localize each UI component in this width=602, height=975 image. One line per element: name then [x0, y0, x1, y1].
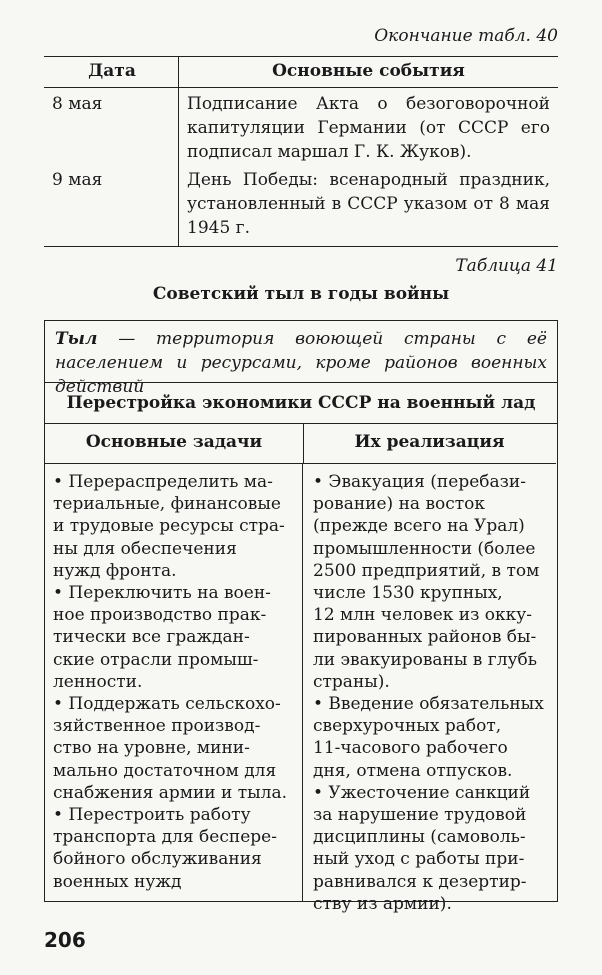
column-header-implementation: Их реализация: [303, 423, 556, 464]
table-number: Таблица 41: [455, 256, 558, 276]
text-line: • Поддержать сельскохо-: [53, 694, 281, 715]
row-date: 9 мая: [44, 164, 179, 247]
definition-term: Тыл: [55, 329, 98, 349]
text-line: равнивался к дезертир-: [313, 871, 527, 892]
text-line: числе 1530 крупных,: [313, 583, 503, 604]
column-header-events: Основные события: [179, 57, 559, 88]
page-number: 206: [44, 928, 86, 952]
text-line: ленности.: [53, 671, 143, 692]
text-line: промышленности (более: [313, 538, 536, 559]
text-line: пированных районов бы-: [313, 627, 537, 648]
text-line: (прежде всего на Урал): [313, 516, 525, 537]
table-header-row: [44, 57, 558, 88]
text-line: дисциплины (самоволь-: [313, 827, 526, 848]
column-header-tasks: Основные задачи: [45, 423, 304, 464]
text-line: снабжения армии и тыла.: [53, 782, 288, 803]
table-continuation-label: Окончание табл. 40: [374, 26, 558, 46]
column-header-date: Дата: [44, 57, 179, 88]
events-table: [44, 56, 558, 247]
definition-cell: [45, 321, 557, 397]
section-heading: Перестройка экономики СССР на военный лад: [45, 383, 557, 424]
table-row: [44, 88, 558, 165]
text-line: страны).: [313, 671, 390, 692]
text-line: ству из армии).: [313, 893, 452, 914]
text-line: 2500 предприятий, в том: [313, 560, 540, 581]
text-line: • Перераспределить ма-: [53, 472, 273, 492]
text-line: дня, отмена отпусков.: [313, 760, 513, 781]
text-line: зяйственное производ-: [53, 716, 261, 737]
text-line: • Перестроить работу: [53, 805, 251, 826]
table-row: [44, 164, 558, 247]
text-line: ские отрасли промыш-: [53, 649, 259, 670]
text-line: сверхурочных работ,: [313, 716, 502, 737]
text-line: тически все граждан-: [53, 627, 250, 648]
table-title: Советский тыл в годы войны: [152, 284, 450, 304]
text-line: за нарушение трудовой: [313, 805, 527, 826]
text-line: мально достаточном для: [53, 760, 277, 781]
text-line: • Введение обязательных: [313, 694, 544, 715]
text-line: военных нужд: [53, 871, 182, 892]
text-line: ный уход с работы при-: [313, 849, 525, 870]
text-line: рование) на восток: [313, 494, 486, 515]
text-line: 11-часового рабочего: [313, 738, 508, 759]
row-date: 8 мая: [44, 88, 179, 165]
text-line: • Переключить на воен-: [53, 583, 271, 604]
text-line: и трудовые ресурсы стра-: [53, 516, 285, 537]
home-front-table: [44, 320, 558, 914]
text-line: ны для обеспечения: [53, 538, 237, 559]
implementation-column: [303, 463, 556, 914]
text-line: • Эвакуация (перебази-: [313, 472, 526, 492]
text-line: бойного обслуживания: [53, 849, 262, 870]
text-line: 12 млн человек из окку-: [313, 605, 533, 626]
text-line: нужд фронта.: [53, 560, 177, 581]
row-event: День Победы: всенародный праздник, установленный в СССР указом от 8 мая 1945 г.: [179, 164, 559, 247]
text-line: териальные, финансовые: [53, 494, 281, 515]
text-line: ное производство прак-: [53, 605, 267, 626]
tasks-column: [45, 463, 303, 901]
row-event: Подписание Акта о безоговорочной капитуляции Германии (от СССР его подписал маршал Г. К. Жуков).: [187, 94, 550, 162]
text-line: ли эвакуированы в глубь: [313, 649, 537, 670]
definition-text: — территория воюющей страны с её населением и ресурсами, кроме районов военных действий: [55, 329, 547, 397]
text-line: • Ужесточение санкций: [313, 782, 531, 803]
text-line: ство на уровне, мини-: [53, 738, 250, 759]
text-line: транспорта для беспере-: [53, 827, 277, 848]
